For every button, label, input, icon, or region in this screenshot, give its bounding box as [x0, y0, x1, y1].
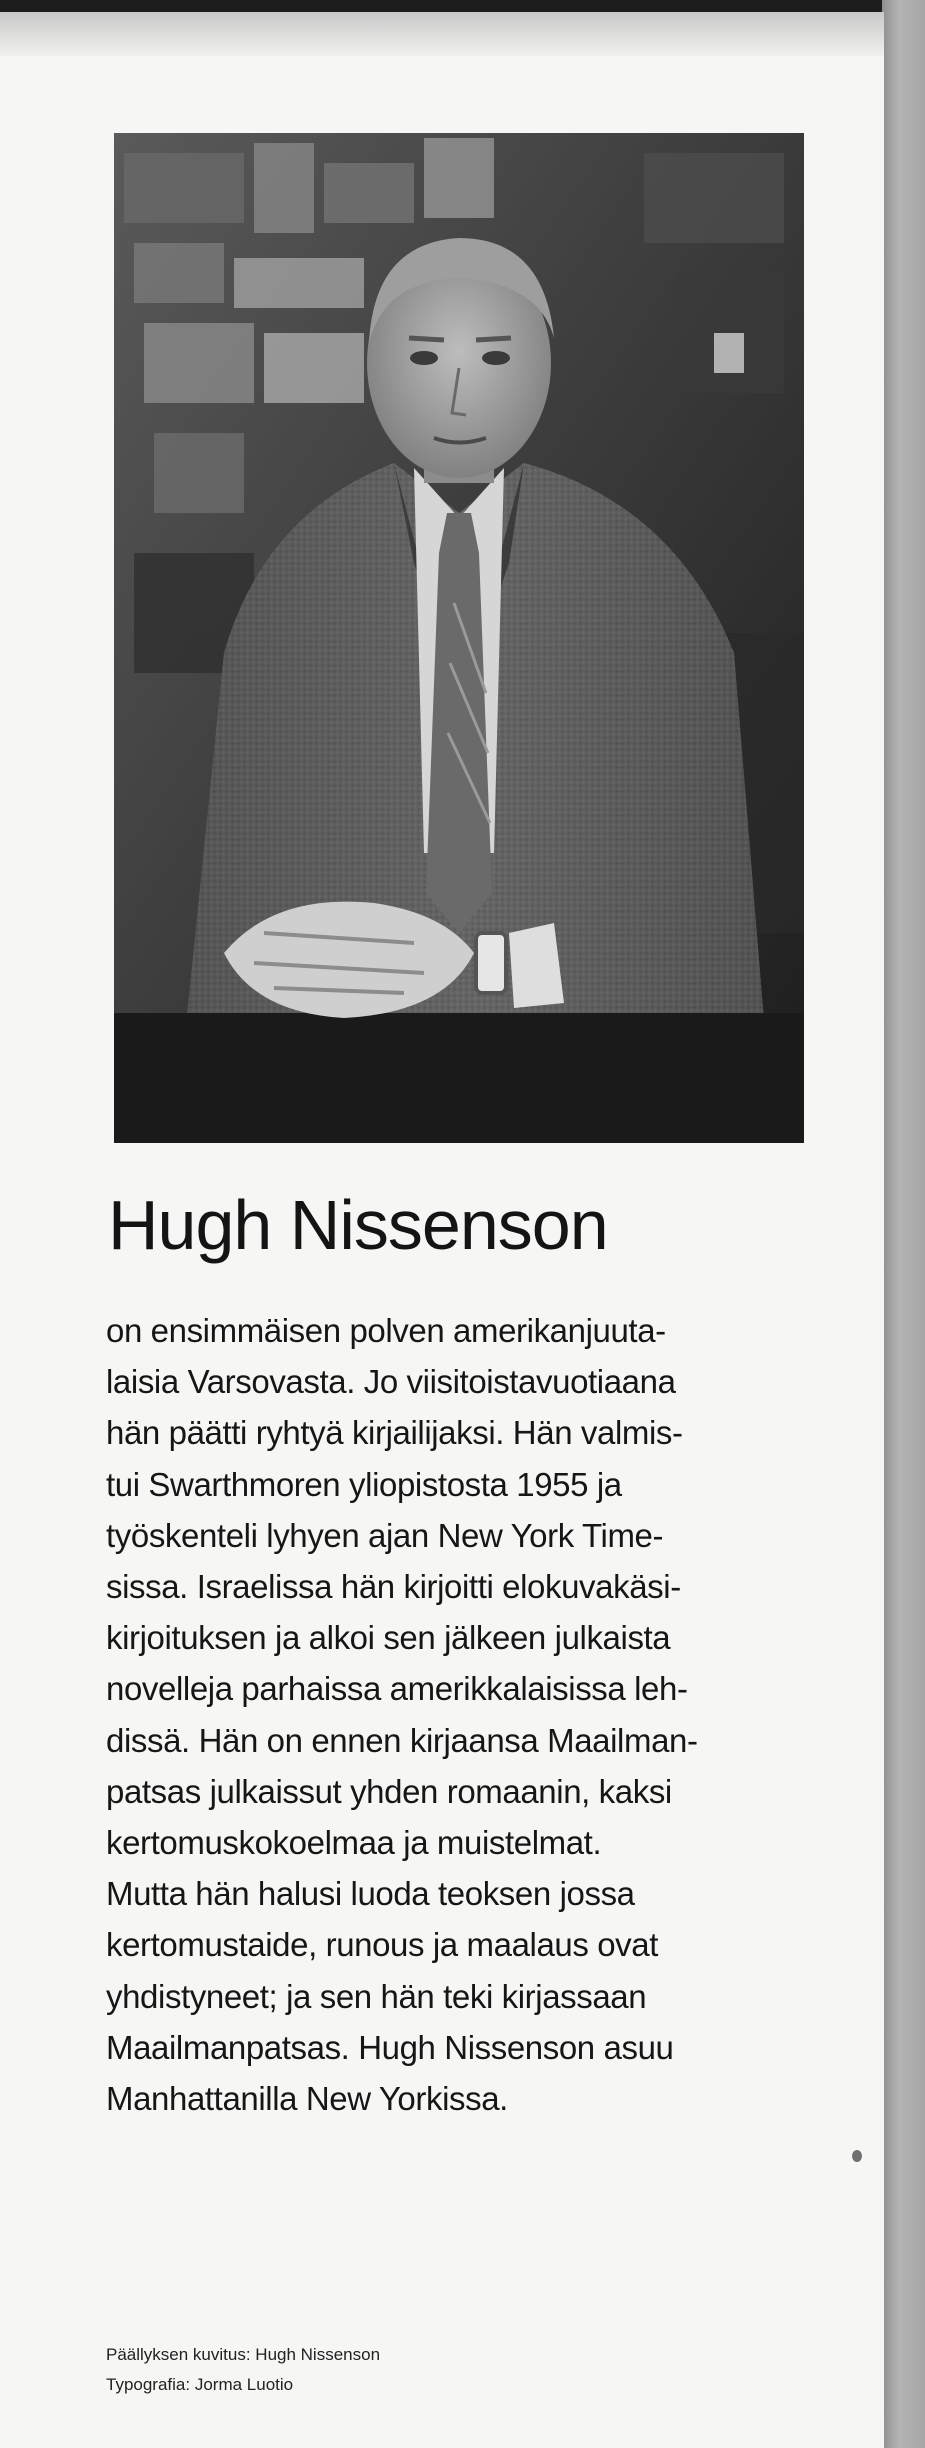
credits: [106, 2340, 380, 2400]
bio-line: Maailmanpatsas. Hugh Nissenson asuu: [106, 2028, 674, 2066]
author-name-heading: Hugh Nissenson: [108, 1186, 608, 1264]
typography-credit: Typografia: Jorma Luotio: [106, 2375, 294, 2394]
scan-shadow: [0, 12, 884, 56]
book-spine-edge: [882, 0, 925, 2448]
bio-line: patsas julkaissut yhden romaanin, kaksi: [106, 1772, 672, 1810]
bio-line: hän päätti ryhtyä kirjailijaksi. Hän valmis-: [106, 1414, 683, 1452]
author-photo: [114, 133, 804, 1143]
bio-line: Manhattanilla New Yorkissa.: [106, 2080, 508, 2118]
bio-line: kirjoituksen ja alkoi sen jälkeen julkaista: [106, 1619, 671, 1657]
bio-line: sissa. Israelissa hän kirjoitti elokuvakäsi-: [106, 1568, 681, 1606]
bio-line: yhdistyneet; ja sen hän teki kirjassaan: [106, 1977, 647, 2015]
cover-credit: Päällyksen kuvitus: Hugh Nissenson: [106, 2345, 381, 2364]
bio-line: työskenteli lyhyen ajan New York Time-: [106, 1516, 664, 1554]
bio-line: kertomuskokoelmaa ja muistelmat.: [106, 1824, 602, 1862]
bio-line: kertomustaide, runous ja maalaus ovat: [106, 1926, 659, 1964]
author-bio: [106, 1305, 826, 2124]
bio-line: dissä. Hän on ennen kirjaansa Maailman-: [106, 1721, 698, 1759]
bio-line: on ensimmäisen polven amerikanjuuta-: [106, 1312, 666, 1349]
bio-line: Mutta hän halusi luoda teoksen jossa: [106, 1875, 635, 1913]
bio-line: tui Swarthmoren yliopistosta 1955 ja: [106, 1465, 622, 1503]
bio-line: laisia Varsovasta. Jo viisitoistavuotiaana: [106, 1363, 676, 1401]
author-portrait-icon: [114, 133, 804, 1143]
scan-speck: [852, 2150, 862, 2162]
bio-line: novelleja parhaissa amerikkalaisissa leh-: [106, 1670, 688, 1708]
